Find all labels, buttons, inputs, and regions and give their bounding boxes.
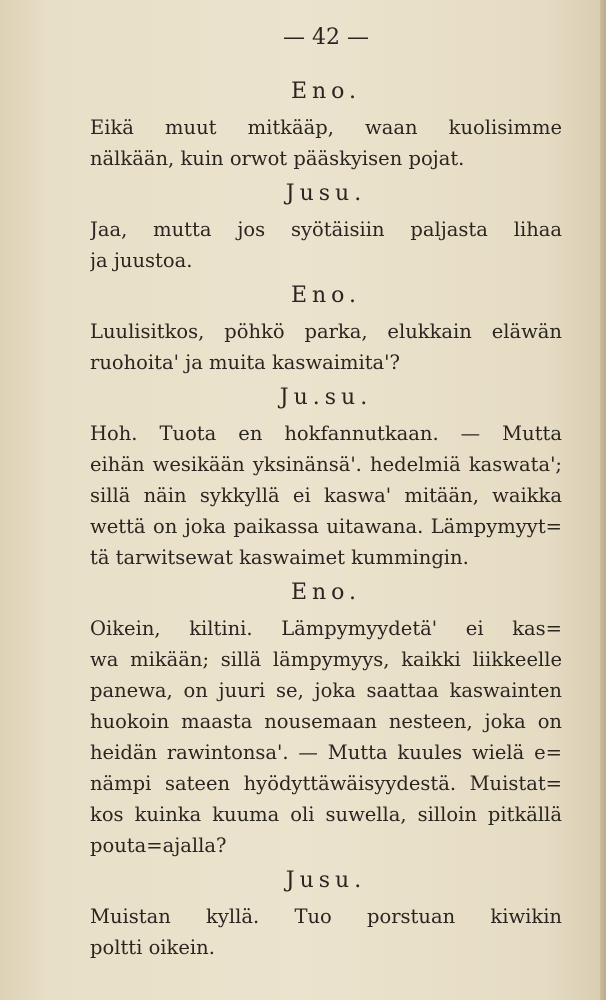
speaker-name: Eno. <box>290 580 362 605</box>
text-line: Eikä muut mitkääp, waan kuolisimme <box>90 116 562 139</box>
speaker-name: Eno. <box>290 283 362 308</box>
text-line: tä tarwitsewat kaswaimet kummingin. <box>90 546 469 569</box>
speaker-name: Jusu. <box>285 181 367 206</box>
page-text <box>90 16 562 963</box>
text-line: wa mikään; sillä lämpymyys, kaikki liikkeelle <box>90 648 562 671</box>
page-edge <box>600 0 606 1000</box>
speaker-name: Jusu. <box>285 868 367 893</box>
text-line: nälkään, kuin orwot pääskyisen pojat. <box>90 147 465 170</box>
speaker-name: Ju.su. <box>279 385 373 410</box>
text-line: panewa, on juuri se, joka saattaa kaswainten <box>90 679 562 702</box>
text-line: huokoin maasta nousemaan nesteen, joka on <box>90 710 562 733</box>
page-number: — 42 — <box>283 25 369 50</box>
text-line: Luulisitkos, pöhkö parka, elukkain eläwän <box>90 320 562 343</box>
text-line: Muistan kyllä. Tuo porstuan kiwikin <box>90 905 562 928</box>
speaker-name: Eno. <box>290 79 362 104</box>
dialogue <box>90 72 562 963</box>
text-line: Jaa, mutta jos syötäisiin paljasta lihaa <box>90 218 562 241</box>
text-line: wettä on joka paikassa uitawana. Lämpymyyt= <box>90 515 562 538</box>
text-line: sillä näin sykkyllä ei kaswa' mitään, waikka <box>90 484 562 507</box>
text-line: pouta=ajalla? <box>90 834 227 857</box>
text-line: heidän rawintonsa'. — Mutta kuules wielä e= <box>90 741 562 764</box>
text-line: nämpi sateen hyödyttäwäisyydestä. Muistat= <box>90 772 562 795</box>
text-line: eihän wesikään yksinänsä'. hedelmiä kaswata'; <box>90 453 562 476</box>
text-line: poltti oikein. <box>90 936 215 959</box>
text-line: kos kuinka kuuma oli suwella, silloin pitkällä <box>90 803 562 826</box>
text-line: Oikein, kiltini. Lämpymyydetä' ei kas= <box>90 617 562 640</box>
text-line: ruohoita' ja muita kaswaimita'? <box>90 351 401 374</box>
text-line: ja juustoa. <box>90 249 193 272</box>
text-line: Hoh. Tuota en hokfannutkaan. — Mutta <box>90 422 562 445</box>
